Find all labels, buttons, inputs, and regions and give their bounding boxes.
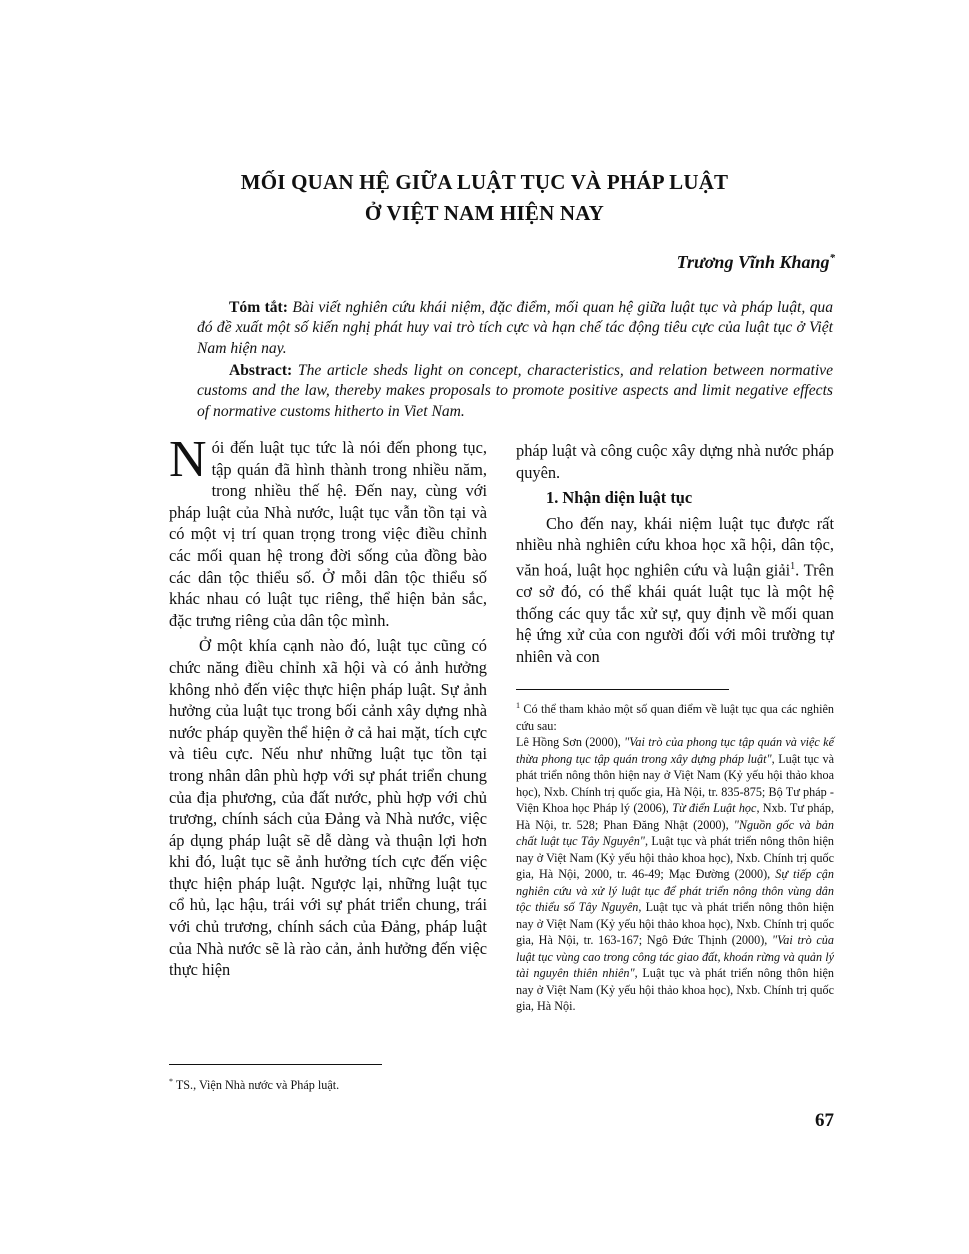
body-paragraph-2: Ở một khía cạnh nào đó, luật tục cũng có chức năng điều chỉnh xã hội và có ảnh hưởng không nhỏ đến việc thực hiện pháp luật. Sự ảnh hưởng của luật tục trong bối cảnh xây dựng nhà nước pháp quyền thể hiện ở cả hai mặt, tích cực và tiêu cực. Nếu như những luật tục tồn tại trong nhân dân phù hợp với sự phát triển chung của địa phương, của đất nước, phù hợp với chủ trương, chính sách của Đảng và Nhà nước, việc áp dụng pháp luật sẽ dễ dàng và thuận lợi hơn khi đó, luật tục sẽ ảnh hưởng tích cực đến việc thực hiện pháp luật. Ngược lại, những luật tục cổ hủ, lạc hậu, trái với sự phát triển chung, trái với chủ trương, chính sách của Đảng, pháp luật của Nhà nước sẽ là rào cản, ảnh hưởng đến việc thực hiện bbox=[169, 636, 487, 980]
body-continuation: pháp luật và công cuộc xây dựng nhà nước pháp quyên. bbox=[516, 441, 834, 482]
author-footnote-text: TS., Viện Nhà nước và Pháp luật. bbox=[173, 1078, 340, 1093]
ref-text-2: , Luật tục và phát triển nông thôn hiện nay ở Việt Nam (Kỷ yếu hội thảo khoa học), Nxb. Chính trị quốc gia, Hà Nội, tr. 835-875; Bộ Tư pháp - Viện Khoa học Pháp lý (2006), bbox=[516, 751, 834, 816]
footnote-1-references bbox=[516, 734, 834, 1015]
intro-paragraph bbox=[169, 431, 487, 631]
intro-text: ói đến luật tục tức là nói đến phong tục, tập quán đã hình thành trong nhiều năm, trong nhiều thế hệ. Đến nay, cùng với pháp luật của Nhà nước, luật tục vẫn tồn tại và có một vị trí quan trọng trong việc điều chỉnh các mối quan hệ trong đời sống của đồng bào các dân tộc thiểu số. Ở mỗi dân tộc thiểu số khác nhau có luật tục riêng, thể hiện bản sắc, đặc trưng riêng của dân tộc mình. bbox=[169, 438, 487, 630]
footnote-ref-1: 1 bbox=[790, 560, 796, 572]
abstract-vi-label: Tóm tắt: bbox=[229, 299, 288, 316]
ref-title-3: "Nguồn gốc và bản chất luật tục Tây Nguyên" bbox=[516, 817, 834, 849]
ref-title-5: "Vai trò của luật tục vùng cao trong công tác giao đất, khoán rừng và quản lý tài nguyên thiên nhiên" bbox=[516, 933, 834, 981]
abstract-vi-text: Bài viết nghiên cứu khái niệm, đặc điểm, mối quan hệ giữa luật tục và pháp luật, qua đó đề xuất một số kiến nghị phát huy vai trò tích cực và hạn chế tác động tiêu cực của luật tục ở Việt Nam hiện nay. bbox=[197, 299, 833, 357]
page-number: 67 bbox=[815, 1110, 834, 1131]
footnote-divider-right bbox=[516, 689, 729, 690]
author-footnote bbox=[169, 1074, 489, 1093]
ref-text-6: , Luật tục và phát triển nông thôn hiện nay ở Việt Nam (Kỷ yếu hội thảo khoa học), Nxb. Chính trị quốc gia, Hà Nội. bbox=[516, 966, 834, 1014]
author-name bbox=[677, 252, 835, 273]
ref-text-4: , Luật tục và phát triển nông thôn hiện nay ở Việt Nam (Kỷ yếu hội thảo khoa học), Nxb. Chính trị quốc gia, Hà Nội, 2000, tr. 46-49; Mạc Đường (2000), bbox=[516, 834, 834, 882]
ref-title-2: Từ điển Luật học bbox=[672, 801, 757, 816]
body-column-left bbox=[169, 431, 487, 981]
ref-title-4: Sự tiếp cận nghiên cứu và xử lý luật tục để phát triển nông thôn vùng dân tộc thiểu số Tây Nguyên bbox=[516, 867, 834, 915]
section-1-paragraph bbox=[516, 513, 834, 668]
footnote-1-mark: 1 bbox=[516, 701, 520, 710]
abstract-en-label: Abstract: bbox=[229, 362, 293, 379]
author-footnote-mark: * bbox=[829, 252, 835, 264]
section-heading: 1. Nhận diện luật tục bbox=[546, 488, 693, 508]
author-footnote-symbol: * bbox=[169, 1077, 173, 1086]
abstract-en-text: The article sheds light on concept, characteristics, and relation between normative customs and the law, thereby makes proposals to promote positive aspects and limit negative effects of normative customs hitherto in Viet Nam. bbox=[197, 362, 833, 420]
footnote-divider-left bbox=[169, 1064, 382, 1065]
article-title-line-1: MỐI QUAN HỆ GIỮA LUẬT TỤC VÀ PHÁP LUẬT bbox=[240, 170, 729, 194]
ref-title-1: "Vai trò của phong tục tập quán và việc kế thừa phong tục tập quán trong xây dựng pháp luật" bbox=[516, 735, 834, 766]
author-name-text: Trương Vĩnh Khang bbox=[676, 252, 830, 272]
abstract-vietnamese bbox=[197, 298, 833, 359]
footnote-1 bbox=[516, 698, 834, 1015]
ref-text-5: , Luật tục và phát triển nông thôn hiện nay ở Việt Nam (Kỷ yếu hội thảo khoa học), Nxb. Chính trị quốc gia, Hà Nội, tr. 163-167; Ngô Đức Thịnh (2000), bbox=[516, 900, 835, 948]
section-1-text-a: Cho đến nay, khái niệm luật tục được rất nhiều nhà nghiên cứu khoa học xã hội, dân tộc, văn hoá, luật học nghiên cứu và luận giải bbox=[516, 513, 834, 580]
body-column-right bbox=[516, 440, 834, 667]
ref-text-1: Lê Hồng Sơn (2000), bbox=[516, 735, 625, 750]
ref-text-3: , Nxb. Tư pháp, Hà Nội, tr. 528; Phan Đăng Nhật (2000), bbox=[516, 801, 834, 832]
footnote-1-intro bbox=[516, 698, 834, 734]
abstract-english bbox=[197, 361, 833, 422]
article-title-line-2: Ở VIỆT NAM HIỆN NAY bbox=[364, 201, 605, 225]
drop-cap: N bbox=[169, 431, 207, 488]
section-1-text-b: . Trên cơ sở đó, có thể khái quát luật tục là một hệ thống các quy tắc xử sự, quy định về mối quan hệ ứng xử của con người đối với môi trường tự nhiên và con bbox=[516, 560, 834, 666]
footnote-1-intro-text: Có thể tham khảo một số quan điểm về luật tục qua các nghiên cứu sau: bbox=[516, 702, 834, 733]
